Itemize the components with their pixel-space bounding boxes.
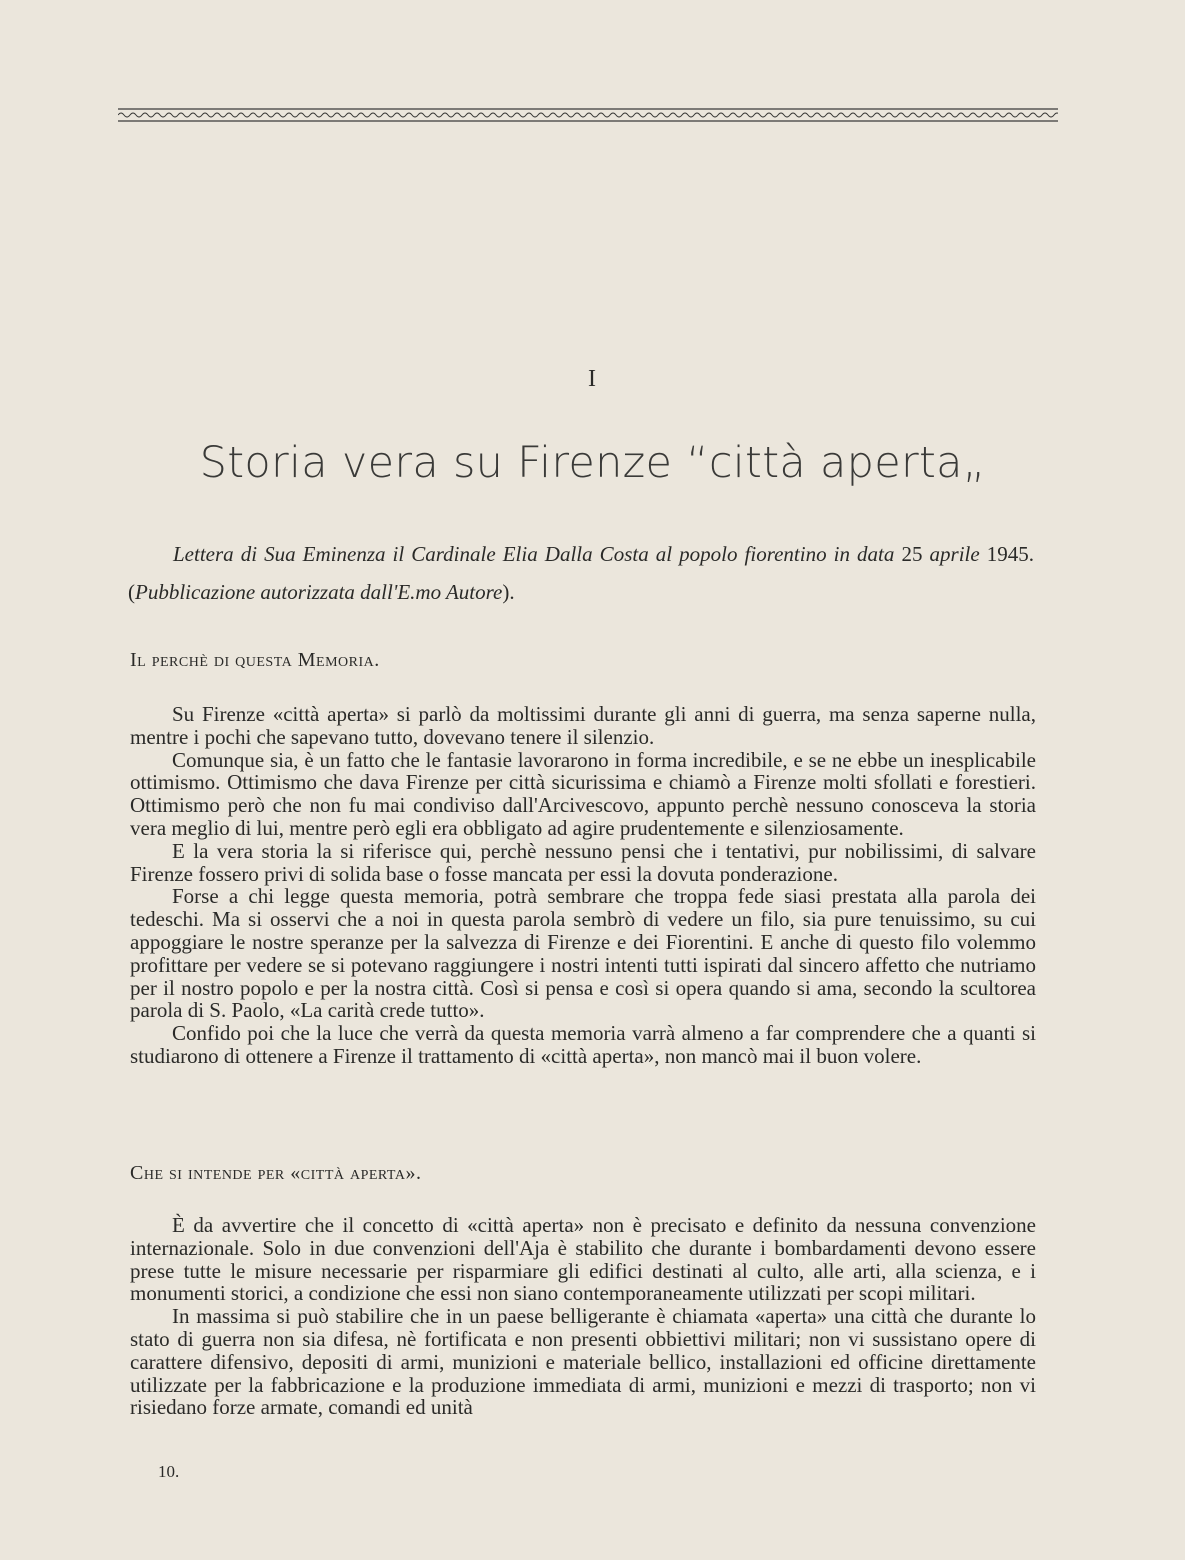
chapter-subtitle [128, 535, 1034, 611]
wavy-rule-ornament [118, 106, 1058, 126]
section-body-1 [130, 703, 1036, 1068]
paragraph: In massima si può stabilire che in un paese belligerante è chiamata «aperta» una città che durante lo stato di guerra non sia difesa, nè fortificata e non presenti obbiettivi militari; non vi sussistano opere di carattere difensivo, depositi di armi, munizioni e materiale bellico, installazioni ed officine direttamente utilizzate per la fabbricazione e la produzione immediata di armi, munizioni e mezzi di trasporto; non vi risiedano forze armate, comandi ed unità [130, 1304, 1036, 1420]
subtitle-part-1: Lettera di Sua Eminenza il Cardinale Elia Dalla Costa al popolo fiorentino in data [173, 542, 895, 566]
chapter-title: Storia vera su Firenze “città aperta„ [199, 438, 986, 488]
paragraph: Comunque sia, è un fatto che le fantasie lavorarono in forma incredibile, e se ne ebbe un inesplicabile ottimismo. Ottimismo che dava Firenze per città sicurissima e chiamò a Firenze molti sfollati e forestieri. Ottimismo però che non fu mai condiviso dall'Arcivescovo, appunto perchè nessuno conosceva la storia vera meglio di lui, mentre però egli era obbligato ad agire prudentemente e silenziosamente. [130, 747, 1036, 840]
subtitle-part-3: Pubblicazione autorizzata dall'E.mo Autore [135, 580, 503, 604]
paragraph: Su Firenze «città aperta» si parlò da moltissimi durante gli anni di guerra, ma senza saperne nulla, mentre i pochi che sapevano tutto, dovevano tenere il silenzio. [130, 702, 1036, 749]
paragraph: E la vera storia la si riferisce qui, perchè nessuno pensi che i tentativi, pur nobilissimi, di salvare Firenze fossero privi di solida base o fosse mancata per essi la dovuta ponderazione. [130, 838, 1036, 886]
paragraph: Confido poi che la luce che verrà da questa memoria varrà almeno a far comprendere che a quanti si studiarono di ottenere a Firenze il trattamento di «città aperta», non mancò mai il buon volere. [130, 1021, 1036, 1068]
paragraph: È da avvertire che il concetto di «città aperta» non è precisato e definito da nessuna convenzione internazionale. Solo in due convenzioni dell'Aja è stabilito che durante i bombardamenti devono essere prese tutte le misure necessarie per risparmiare gli edifici destinati al culto, alle arti, alla scienza, e i monumenti storici, a condizione che essi non siano contemporaneamente utilizzati per scopi militari. [130, 1213, 1036, 1306]
section-heading-2: Che si intende per «città aperta». [130, 1162, 422, 1184]
section-body-2 [130, 1214, 1036, 1419]
subtitle-month: aprile [929, 542, 980, 566]
page-number: 10. [158, 1462, 180, 1481]
subtitle-date: 25 [901, 542, 923, 566]
subtitle-year: 1945. ( [128, 542, 1034, 604]
paragraph: Forse a chi legge questa memoria, potrà sembrare che troppa fede siasi prestata alla parola dei tedeschi. Ma si osservi che a noi in questa parola sembrò di vedere un filo, sia pure tenuissimo, su cui appoggiare le nostre speranze per la salvezza di Firenze e dei Fiorentini. E anche di questo filo volemmo profittare per vedere se si potevano raggiungere i nostri intenti tutti ispirati dal sincero affetto che nutriamo per il nostro popolo e per la nostra città. Così si pensa e così si opera quando si ama, secondo la scultorea parola di S. Paolo, «La carità crede tutto». [130, 884, 1036, 1023]
chapter-number: I [588, 366, 597, 392]
subtitle-end: ). [502, 580, 515, 604]
section-heading-1: Il perchè di questa Memoria. [130, 649, 380, 671]
